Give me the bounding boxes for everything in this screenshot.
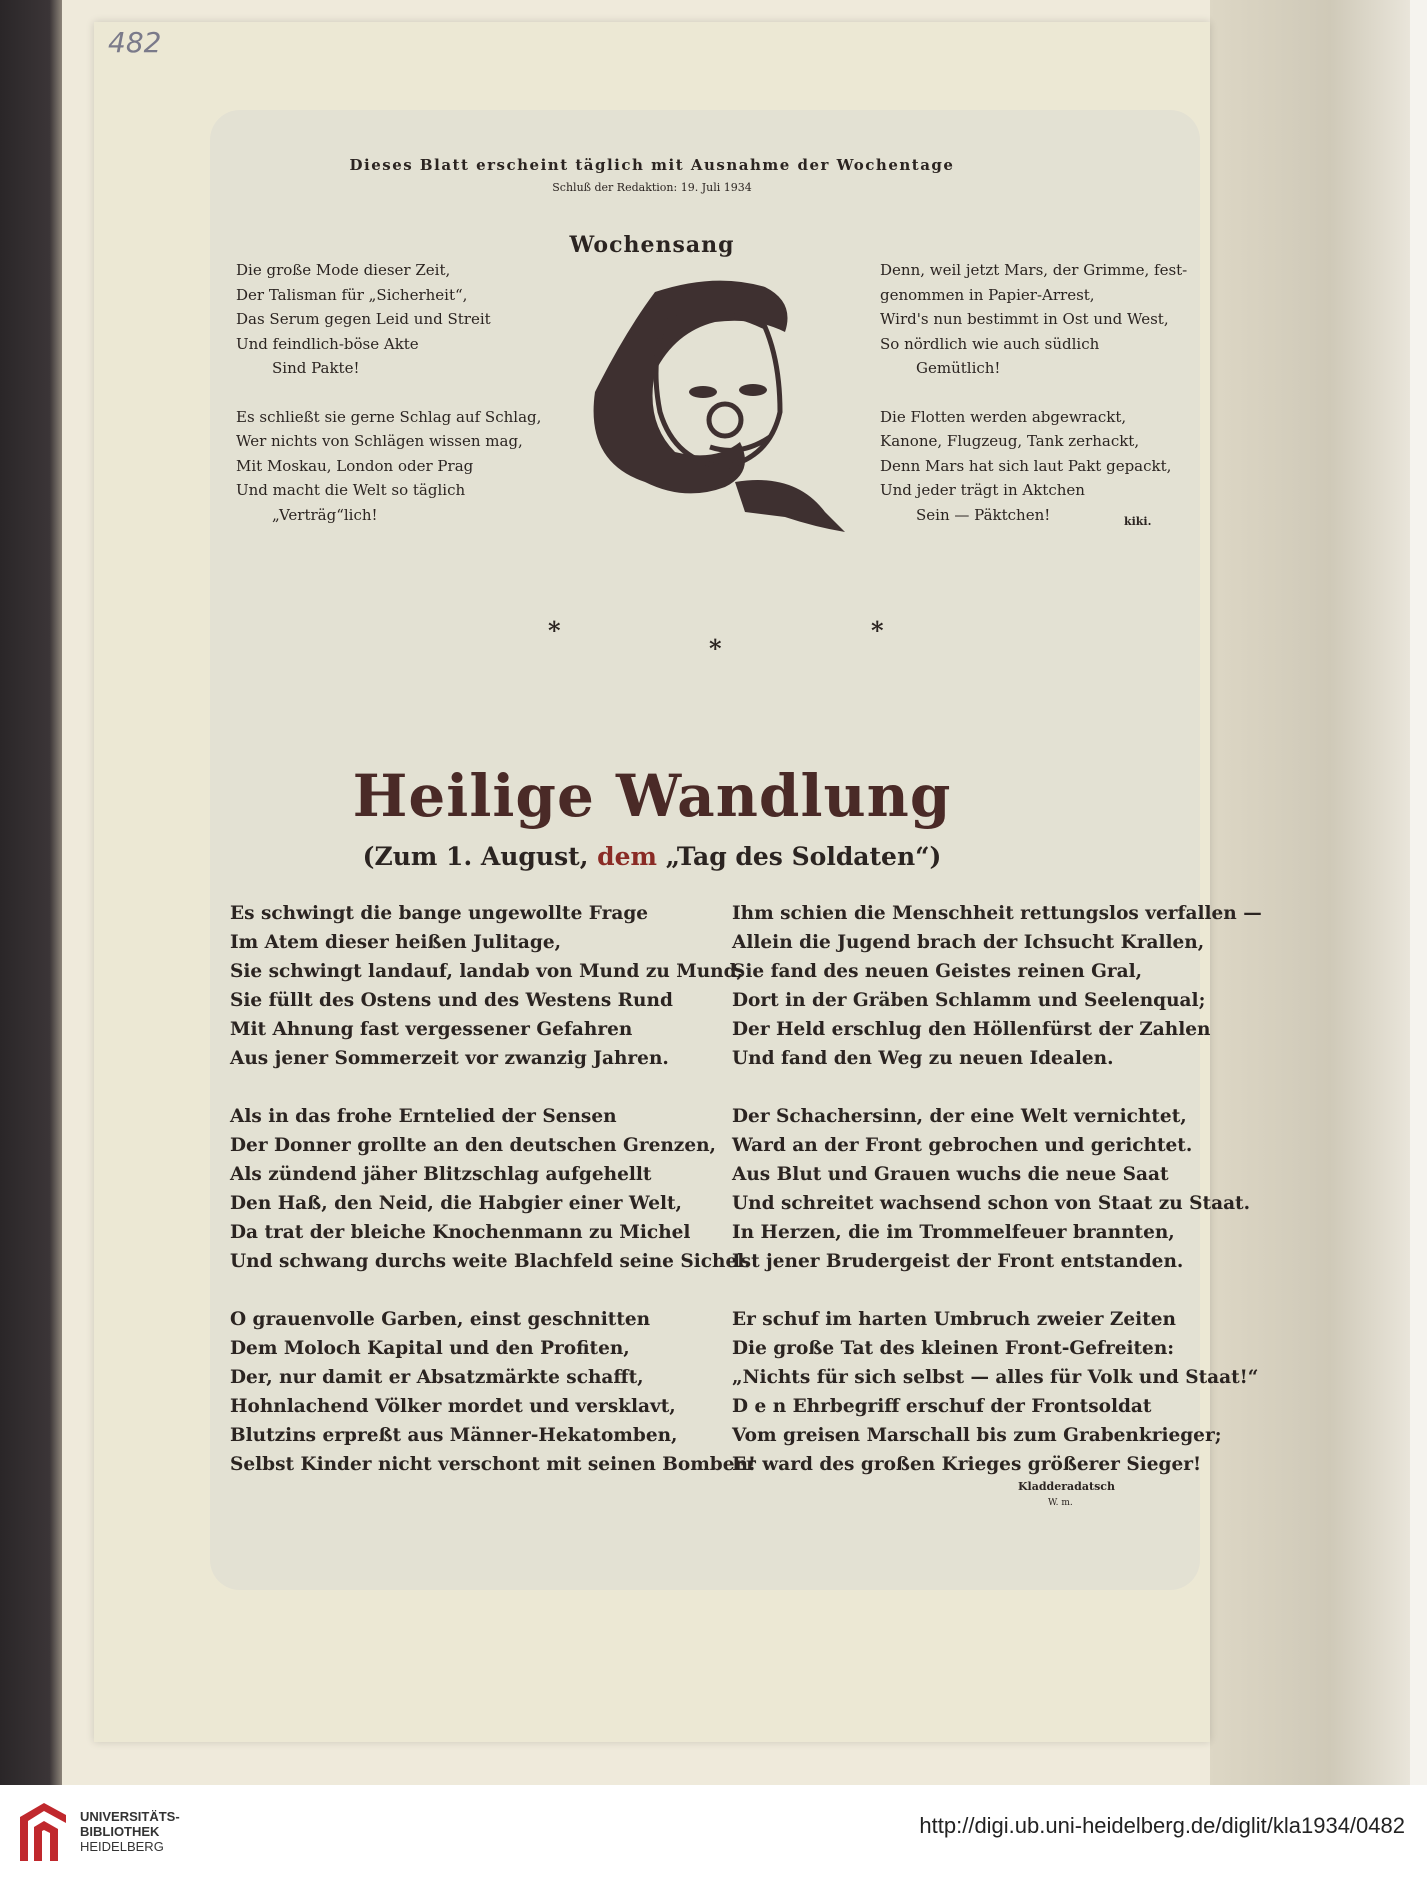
poem-line: Dort in der Gräben Schlamm und Seelenqual; [732,990,1206,1011]
poem-line: Er schuf im harten Umbruch zweier Zeiten [732,1309,1176,1330]
poem-line: Da trat der bleiche Knochenmann zu Michel [230,1222,691,1243]
verse-line: Wird's nun bestimmt in Ost und West, [880,310,1169,328]
library-name-line: UNIVERSITÄTS- [80,1809,180,1824]
verse-line: Mit Moskau, London oder Prag [236,456,474,475]
poem-line: Und fand den Weg zu neuen Idealen. [732,1048,1114,1069]
header-line: Dieses Blatt erscheint täglich mit Ausnahme der Wochentage [349,156,955,174]
poem-line: Aus Blut und Grauen wuchs die neue Saat [732,1164,1169,1185]
permalink-url[interactable]: http://digi.ub.uni-heidelberg.de/diglit/kla1934/0482 [919,1813,1405,1838]
asterisk: * [709,634,722,663]
verse-line: Denn Mars hat sich laut Pakt gepackt, [880,456,1172,475]
poem-line: Hohnlachend Völker mordet und versklavt, [230,1396,676,1417]
scan-margin [1410,0,1427,1785]
poem-line: Im Atem dieser heißen Julitage, [230,932,562,953]
verse-line: Wer nichts von Schlägen wissen mag, [236,432,523,450]
wochensang-author: kiki. [1124,515,1152,528]
subtitle-part: dem [597,842,657,871]
book-spine [0,0,62,1785]
verse-line: Gemütlich! [916,359,1001,377]
poem-line: Vom greisen Marschall bis zum Grabenkrieger; [732,1425,1222,1446]
poem-line: Sie schwingt landauf, landab von Mund zu Mund, [230,961,743,982]
library-name-line: HEIDELBERG [80,1839,164,1854]
poem-line: Ist jener Brudergeist der Front entstanden. [732,1251,1184,1272]
poem-line: Und schreitet wachsend schon von Staat zu Staat. [732,1193,1251,1214]
poem-line: Der Held erschlug den Höllenfürst der Zahlen [732,1019,1211,1040]
poem-line: Sie fand des neuen Geistes reinen Gral, [732,961,1143,982]
header-date: Schluß der Redaktion: 19. Juli 1934 [552,181,752,194]
poem-left-column [230,899,756,1479]
poem-line: O grauenvolle Garben, einst geschnitten [230,1309,651,1330]
verse-line: Die Flotten werden abgewrackt, [880,407,1127,426]
footer [0,1785,1427,1885]
source-credit: Kladderadatsch [1018,1480,1115,1493]
verse-line: Denn, weil jetzt Mars, der Grimme, fest- [880,261,1188,279]
asterisk: * [548,616,561,645]
poem-line: Dem Moloch Kapital und den Profiten, [230,1338,630,1359]
poem-line: Die große Tat des kleinen Front-Gefreiten: [732,1338,1175,1359]
verse-line: Sind Pakte! [272,359,360,377]
poem-line: Und schwang durchs weite Blachfeld seine Sichel. [230,1251,751,1272]
poem-line: Der Donner grollte an den deutschen Grenzen, [230,1135,716,1156]
subtitle-part: (Zum 1. August, [362,842,598,871]
caricature-illustration [565,272,865,542]
poem-line: Er ward des großen Krieges größerer Sieger! [732,1454,1202,1475]
poem-line: Es schwingt die bange ungewollte Frage [230,903,649,924]
poem-line: Als in das frohe Erntelied der Sensen [230,1106,617,1127]
verse-line: Es schließt sie gerne Schlag auf Schlag, [236,407,542,426]
wochensang-left [236,258,541,527]
wochensang-right [880,258,1187,527]
library-name [80,1809,180,1854]
handwritten-page-number: 482 [108,26,162,59]
verse-line: genommen in Papier-Arrest, [880,285,1095,304]
poem-line: „Nichts für sich selbst — alles für Volk und Staat!“ [732,1367,1259,1388]
poem-line: Blutzins erpreßt aus Männer-Hekatomben, [230,1425,678,1446]
poem-line: In Herzen, die im Trommelfeuer brannten, [732,1222,1175,1243]
library-logo-icon[interactable] [14,1797,72,1867]
subtitle-part: „Tag des Soldaten“) [656,842,942,871]
poem-right-column [732,899,1262,1479]
verse-line: Die große Mode dieser Zeit, [236,261,451,279]
poem-line: Ward an der Front gebrochen und gerichtet. [732,1135,1193,1156]
verse-line: Und feindlich-böse Akte [236,334,419,353]
poem-line: Der Schachersinn, der eine Welt vernichtet, [732,1106,1187,1127]
poem-line: Den Haß, den Neid, die Habgier einer Welt, [230,1193,682,1214]
poem-line: Der, nur damit er Absatzmärkte schafft, [230,1367,644,1388]
signature: W. m. [1048,1498,1073,1508]
verse-line: Und jeder trägt in Aktchen [880,481,1085,499]
poem-line: Sie füllt des Ostens und des Westens Rund [230,990,673,1011]
wochensang-title: Wochensang [569,232,735,258]
next-page-edge [1210,0,1410,1785]
poem-line: Ihm schien die Menschheit rettungslos verfallen — [732,903,1262,924]
library-name-line: BIBLIOTHEK [80,1824,160,1839]
poem-line: Als zündend jäher Blitzschlag aufgehellt [230,1164,652,1185]
verse-line: Sein — Päktchen! [916,505,1051,524]
poem-line: Selbst Kinder nicht verschont mit seinen Bomben! [230,1454,757,1475]
poem-line: Allein die Jugend brach der Ichsucht Krallen, [732,932,1205,953]
verse-line: Kanone, Flugzeug, Tank zerhackt, [880,432,1140,450]
poem-line: D e n Ehrbegriff erschuf der Frontsoldat [732,1396,1152,1417]
poem-title: Heilige Wandlung [352,762,952,830]
verse-line: Und macht die Welt so täglich [236,481,466,499]
verse-line: „Verträg“lich! [272,505,378,524]
verse-line: Das Serum gegen Leid und Streit [236,310,491,328]
asterisk: * [871,616,884,645]
verse-line: So nördlich wie auch südlich [880,334,1100,353]
verse-line: Der Talisman für „Sicherheit“, [236,285,468,304]
poem-line: Aus jener Sommerzeit vor zwanzig Jahren. [230,1048,669,1069]
poem-subtitle [94,842,1210,871]
poem-line: Mit Ahnung fast vergessener Gefahren [230,1019,633,1040]
